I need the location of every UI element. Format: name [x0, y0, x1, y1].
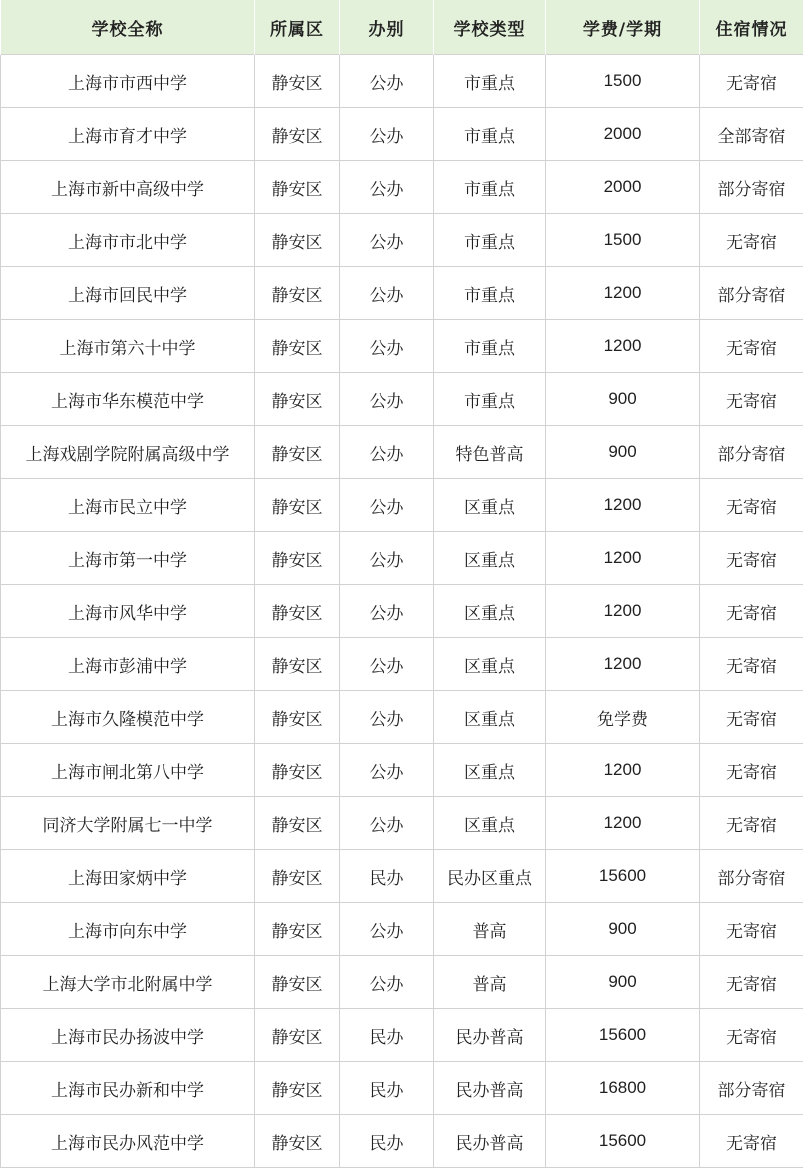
cell-ownership: 公办 — [340, 903, 434, 956]
table-row — [1, 108, 803, 161]
cell-school-type: 民办普高 — [434, 1062, 546, 1115]
cell-ownership: 民办 — [340, 850, 434, 903]
table-row — [1, 1115, 803, 1168]
table-row — [1, 903, 803, 956]
cell-tuition: 2000 — [546, 161, 700, 214]
cell-school-name: 上海市风华中学 — [1, 585, 255, 638]
cell-district: 静安区 — [255, 956, 340, 1009]
cell-district: 静安区 — [255, 850, 340, 903]
cell-school-name: 上海市彭浦中学 — [1, 638, 255, 691]
cell-school-name: 上海田家炳中学 — [1, 850, 255, 903]
header-district: 所属区 — [255, 0, 340, 55]
cell-tuition: 900 — [546, 956, 700, 1009]
cell-district: 静安区 — [255, 267, 340, 320]
cell-tuition: 1200 — [546, 638, 700, 691]
cell-school-name: 上海市闸北第八中学 — [1, 744, 255, 797]
cell-tuition: 1200 — [546, 532, 700, 585]
cell-boarding: 无寄宿 — [700, 903, 803, 956]
cell-ownership: 公办 — [340, 479, 434, 532]
cell-school-name: 上海市民办新和中学 — [1, 1062, 255, 1115]
cell-boarding: 部分寄宿 — [700, 426, 803, 479]
cell-tuition: 15600 — [546, 850, 700, 903]
cell-tuition: 1200 — [546, 320, 700, 373]
table-row — [1, 55, 803, 108]
cell-ownership: 公办 — [340, 161, 434, 214]
cell-boarding: 无寄宿 — [700, 585, 803, 638]
cell-school-type: 市重点 — [434, 214, 546, 267]
cell-boarding: 无寄宿 — [700, 797, 803, 850]
cell-school-type: 市重点 — [434, 267, 546, 320]
table-row — [1, 797, 803, 850]
cell-tuition: 1200 — [546, 797, 700, 850]
cell-boarding: 无寄宿 — [700, 1115, 803, 1168]
cell-boarding: 无寄宿 — [700, 320, 803, 373]
cell-school-name: 上海市民立中学 — [1, 479, 255, 532]
cell-district: 静安区 — [255, 638, 340, 691]
cell-school-type: 民办普高 — [434, 1115, 546, 1168]
cell-district: 静安区 — [255, 320, 340, 373]
table-header — [1, 0, 803, 55]
cell-school-type: 区重点 — [434, 585, 546, 638]
cell-ownership: 公办 — [340, 108, 434, 161]
table-row — [1, 638, 803, 691]
cell-boarding: 无寄宿 — [700, 956, 803, 1009]
cell-school-type: 特色普高 — [434, 426, 546, 479]
cell-boarding: 部分寄宿 — [700, 161, 803, 214]
cell-school-name: 上海市育才中学 — [1, 108, 255, 161]
cell-ownership: 民办 — [340, 1115, 434, 1168]
cell-school-type: 市重点 — [434, 55, 546, 108]
cell-district: 静安区 — [255, 1115, 340, 1168]
cell-ownership: 公办 — [340, 426, 434, 479]
cell-school-name: 上海市民办扬波中学 — [1, 1009, 255, 1062]
cell-tuition: 15600 — [546, 1115, 700, 1168]
table-row — [1, 691, 803, 744]
cell-ownership: 公办 — [340, 956, 434, 1009]
cell-school-name: 上海市新中高级中学 — [1, 161, 255, 214]
cell-boarding: 无寄宿 — [700, 479, 803, 532]
cell-school-type: 市重点 — [434, 108, 546, 161]
cell-ownership: 公办 — [340, 267, 434, 320]
cell-boarding: 全部寄宿 — [700, 108, 803, 161]
cell-ownership: 公办 — [340, 585, 434, 638]
cell-school-name: 上海市向东中学 — [1, 903, 255, 956]
header-row — [1, 0, 803, 55]
cell-district: 静安区 — [255, 744, 340, 797]
cell-district: 静安区 — [255, 691, 340, 744]
cell-school-type: 民办区重点 — [434, 850, 546, 903]
cell-ownership: 公办 — [340, 691, 434, 744]
cell-school-type: 区重点 — [434, 797, 546, 850]
cell-district: 静安区 — [255, 797, 340, 850]
table-row — [1, 214, 803, 267]
cell-tuition: 1200 — [546, 267, 700, 320]
cell-tuition: 900 — [546, 426, 700, 479]
cell-school-name: 上海市回民中学 — [1, 267, 255, 320]
table-row — [1, 585, 803, 638]
cell-school-type: 民办普高 — [434, 1009, 546, 1062]
cell-school-name: 上海市市西中学 — [1, 55, 255, 108]
cell-school-name: 上海市第一中学 — [1, 532, 255, 585]
cell-school-type: 普高 — [434, 903, 546, 956]
cell-tuition: 1200 — [546, 744, 700, 797]
cell-boarding: 无寄宿 — [700, 55, 803, 108]
cell-school-name: 上海市民办风范中学 — [1, 1115, 255, 1168]
header-tuition: 学费/学期 — [546, 0, 700, 55]
cell-district: 静安区 — [255, 55, 340, 108]
table-body — [1, 55, 803, 1168]
cell-tuition: 900 — [546, 903, 700, 956]
cell-boarding: 无寄宿 — [700, 744, 803, 797]
cell-school-type: 普高 — [434, 956, 546, 1009]
cell-ownership: 公办 — [340, 373, 434, 426]
table-row — [1, 744, 803, 797]
cell-district: 静安区 — [255, 903, 340, 956]
cell-tuition: 1500 — [546, 214, 700, 267]
cell-boarding: 无寄宿 — [700, 532, 803, 585]
cell-boarding: 无寄宿 — [700, 1009, 803, 1062]
cell-boarding: 部分寄宿 — [700, 267, 803, 320]
cell-boarding: 无寄宿 — [700, 214, 803, 267]
table-row — [1, 479, 803, 532]
cell-ownership: 公办 — [340, 797, 434, 850]
cell-school-name: 上海市华东模范中学 — [1, 373, 255, 426]
cell-district: 静安区 — [255, 479, 340, 532]
table-row — [1, 1062, 803, 1115]
header-ownership: 办别 — [340, 0, 434, 55]
table-row — [1, 532, 803, 585]
cell-boarding: 无寄宿 — [700, 638, 803, 691]
cell-school-type: 市重点 — [434, 161, 546, 214]
cell-school-type: 区重点 — [434, 532, 546, 585]
cell-boarding: 无寄宿 — [700, 373, 803, 426]
cell-ownership: 公办 — [340, 214, 434, 267]
table-row — [1, 373, 803, 426]
cell-school-type: 市重点 — [434, 320, 546, 373]
cell-district: 静安区 — [255, 161, 340, 214]
table-row — [1, 267, 803, 320]
cell-school-name: 上海大学市北附属中学 — [1, 956, 255, 1009]
cell-school-type: 区重点 — [434, 479, 546, 532]
cell-school-type: 区重点 — [434, 744, 546, 797]
cell-ownership: 民办 — [340, 1062, 434, 1115]
cell-district: 静安区 — [255, 585, 340, 638]
cell-boarding: 无寄宿 — [700, 691, 803, 744]
cell-tuition: 1200 — [546, 585, 700, 638]
cell-ownership: 公办 — [340, 55, 434, 108]
cell-school-type: 区重点 — [434, 638, 546, 691]
cell-ownership: 民办 — [340, 1009, 434, 1062]
header-school-type: 学校类型 — [434, 0, 546, 55]
cell-ownership: 公办 — [340, 532, 434, 585]
table-row — [1, 850, 803, 903]
cell-ownership: 公办 — [340, 638, 434, 691]
cell-district: 静安区 — [255, 426, 340, 479]
cell-tuition: 1200 — [546, 479, 700, 532]
table-row — [1, 426, 803, 479]
cell-school-type: 市重点 — [434, 373, 546, 426]
cell-school-type: 区重点 — [434, 691, 546, 744]
header-boarding: 住宿情况 — [700, 0, 803, 55]
cell-district: 静安区 — [255, 1009, 340, 1062]
cell-district: 静安区 — [255, 108, 340, 161]
cell-district: 静安区 — [255, 532, 340, 585]
cell-tuition: 900 — [546, 373, 700, 426]
cell-tuition: 16800 — [546, 1062, 700, 1115]
cell-ownership: 公办 — [340, 744, 434, 797]
cell-school-name: 同济大学附属七一中学 — [1, 797, 255, 850]
cell-school-name: 上海市久隆模范中学 — [1, 691, 255, 744]
cell-tuition: 2000 — [546, 108, 700, 161]
table-row — [1, 956, 803, 1009]
table-row — [1, 161, 803, 214]
cell-school-name: 上海市第六十中学 — [1, 320, 255, 373]
cell-district: 静安区 — [255, 214, 340, 267]
header-school-name: 学校全称 — [1, 0, 255, 55]
table-row — [1, 320, 803, 373]
cell-school-name: 上海戏剧学院附属高级中学 — [1, 426, 255, 479]
cell-tuition: 免学费 — [546, 691, 700, 744]
table-row — [1, 1009, 803, 1062]
cell-district: 静安区 — [255, 1062, 340, 1115]
cell-tuition: 1500 — [546, 55, 700, 108]
cell-boarding: 部分寄宿 — [700, 850, 803, 903]
cell-boarding: 部分寄宿 — [700, 1062, 803, 1115]
cell-district: 静安区 — [255, 373, 340, 426]
cell-ownership: 公办 — [340, 320, 434, 373]
cell-tuition: 15600 — [546, 1009, 700, 1062]
cell-school-name: 上海市市北中学 — [1, 214, 255, 267]
